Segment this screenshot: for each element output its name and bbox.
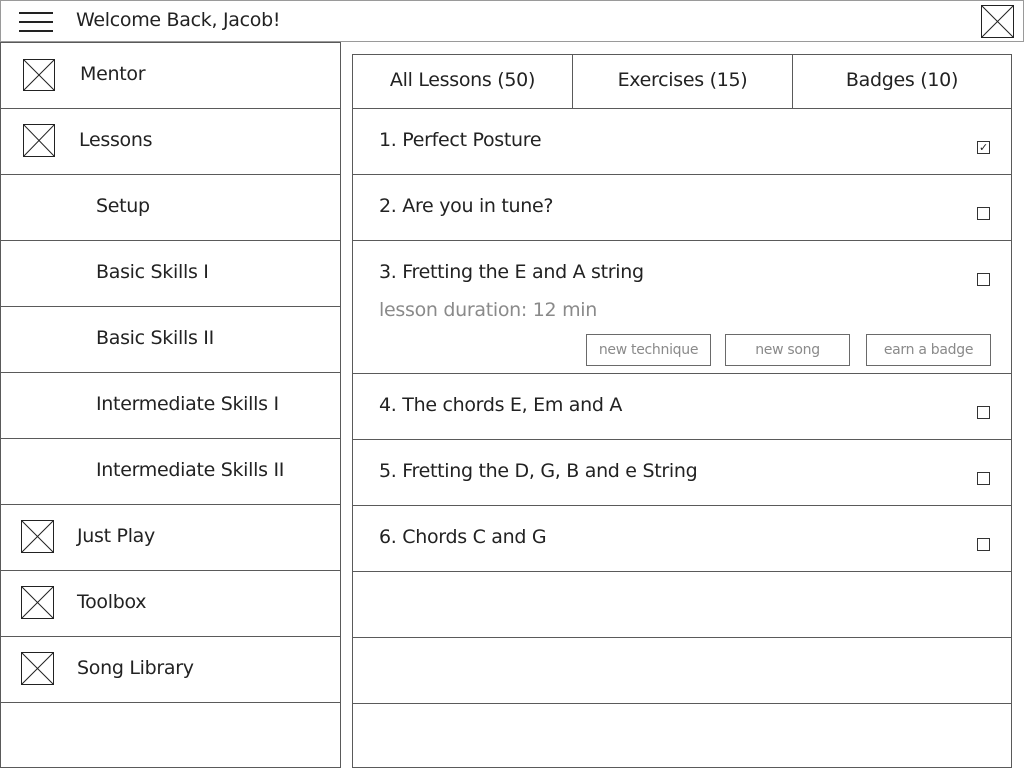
sidebar-item-label: Setup xyxy=(96,195,150,217)
checkbox[interactable] xyxy=(977,207,990,220)
lesson-row[interactable] xyxy=(352,109,1012,175)
sidebar-item-setup[interactable] xyxy=(0,175,341,241)
image-placeholder-icon xyxy=(21,520,54,553)
sidebar-item-label: Lessons xyxy=(79,129,153,151)
lesson-row-expanded[interactable] xyxy=(352,241,1012,374)
sidebar-item-label: Song Library xyxy=(77,657,194,679)
lesson-row[interactable] xyxy=(352,374,1012,440)
sidebar-item-basic-skills-2[interactable] xyxy=(0,307,341,373)
sidebar-item-basic-skills-1[interactable] xyxy=(0,241,341,307)
checkbox[interactable] xyxy=(977,406,990,419)
welcome-title: Welcome Back, Jacob! xyxy=(76,9,281,31)
sidebar-item-intermediate-skills-2[interactable] xyxy=(0,439,341,505)
image-placeholder-icon xyxy=(21,652,54,685)
image-placeholder-icon xyxy=(23,59,55,91)
empty-row xyxy=(352,704,1012,768)
top-bar xyxy=(0,0,1024,42)
tab-label: Badges (10) xyxy=(845,69,959,91)
empty-row xyxy=(352,572,1012,638)
empty-row xyxy=(352,638,1012,704)
lesson-row[interactable] xyxy=(352,506,1012,572)
lesson-duration: lesson duration: 12 min xyxy=(379,299,598,321)
sidebar-item-lessons[interactable] xyxy=(0,109,341,175)
tag-earn-badge[interactable]: earn a badge xyxy=(866,334,991,366)
lesson-title: 1. Perfect Posture xyxy=(379,129,542,151)
checkbox[interactable] xyxy=(977,538,990,551)
sidebar-item-song-library[interactable] xyxy=(0,637,341,703)
hamburger-icon[interactable] xyxy=(19,12,53,32)
checkbox[interactable] xyxy=(977,472,990,485)
sidebar-item-label: Basic Skills I xyxy=(96,261,209,283)
tag-new-song[interactable]: new song xyxy=(725,334,850,366)
lesson-title: 4. The chords E, Em and A xyxy=(379,394,623,416)
lesson-title: 2. Are you in tune? xyxy=(379,195,554,217)
sidebar-item-mentor[interactable] xyxy=(0,42,341,109)
lesson-row[interactable] xyxy=(352,175,1012,241)
tab-exercises[interactable] xyxy=(572,54,793,109)
sidebar-empty-row xyxy=(0,703,341,768)
tag-new-technique[interactable]: new technique xyxy=(586,334,711,366)
sidebar-item-toolbox[interactable] xyxy=(0,571,341,637)
tab-all-lessons[interactable] xyxy=(352,54,573,109)
lesson-title: 5. Fretting the D, G, B and e String xyxy=(379,460,698,482)
sidebar-item-label: Intermediate Skills II xyxy=(96,459,285,481)
sidebar-item-label: Basic Skills II xyxy=(96,327,214,349)
image-placeholder-icon xyxy=(21,586,54,619)
sidebar-item-label: Intermediate Skills I xyxy=(96,393,279,415)
sidebar-item-label: Toolbox xyxy=(77,591,147,613)
tab-label: Exercises (15) xyxy=(617,69,748,91)
checkbox[interactable] xyxy=(977,273,990,286)
lesson-row[interactable] xyxy=(352,440,1012,506)
tab-badges[interactable] xyxy=(792,54,1012,109)
checkbox-checked[interactable]: ✓ xyxy=(977,141,990,154)
sidebar-item-just-play[interactable] xyxy=(0,505,341,571)
sidebar xyxy=(0,42,341,768)
tab-label: All Lessons (50) xyxy=(389,69,536,91)
sidebar-item-label: Mentor xyxy=(80,63,146,85)
image-placeholder-icon[interactable] xyxy=(981,5,1014,38)
image-placeholder-icon xyxy=(23,124,55,157)
main-panel xyxy=(352,54,1012,768)
lesson-title: 6. Chords C and G xyxy=(379,526,547,548)
lesson-title: 3. Fretting the E and A string xyxy=(379,261,644,283)
sidebar-item-label: Just Play xyxy=(77,525,155,547)
sidebar-item-intermediate-skills-1[interactable] xyxy=(0,373,341,439)
